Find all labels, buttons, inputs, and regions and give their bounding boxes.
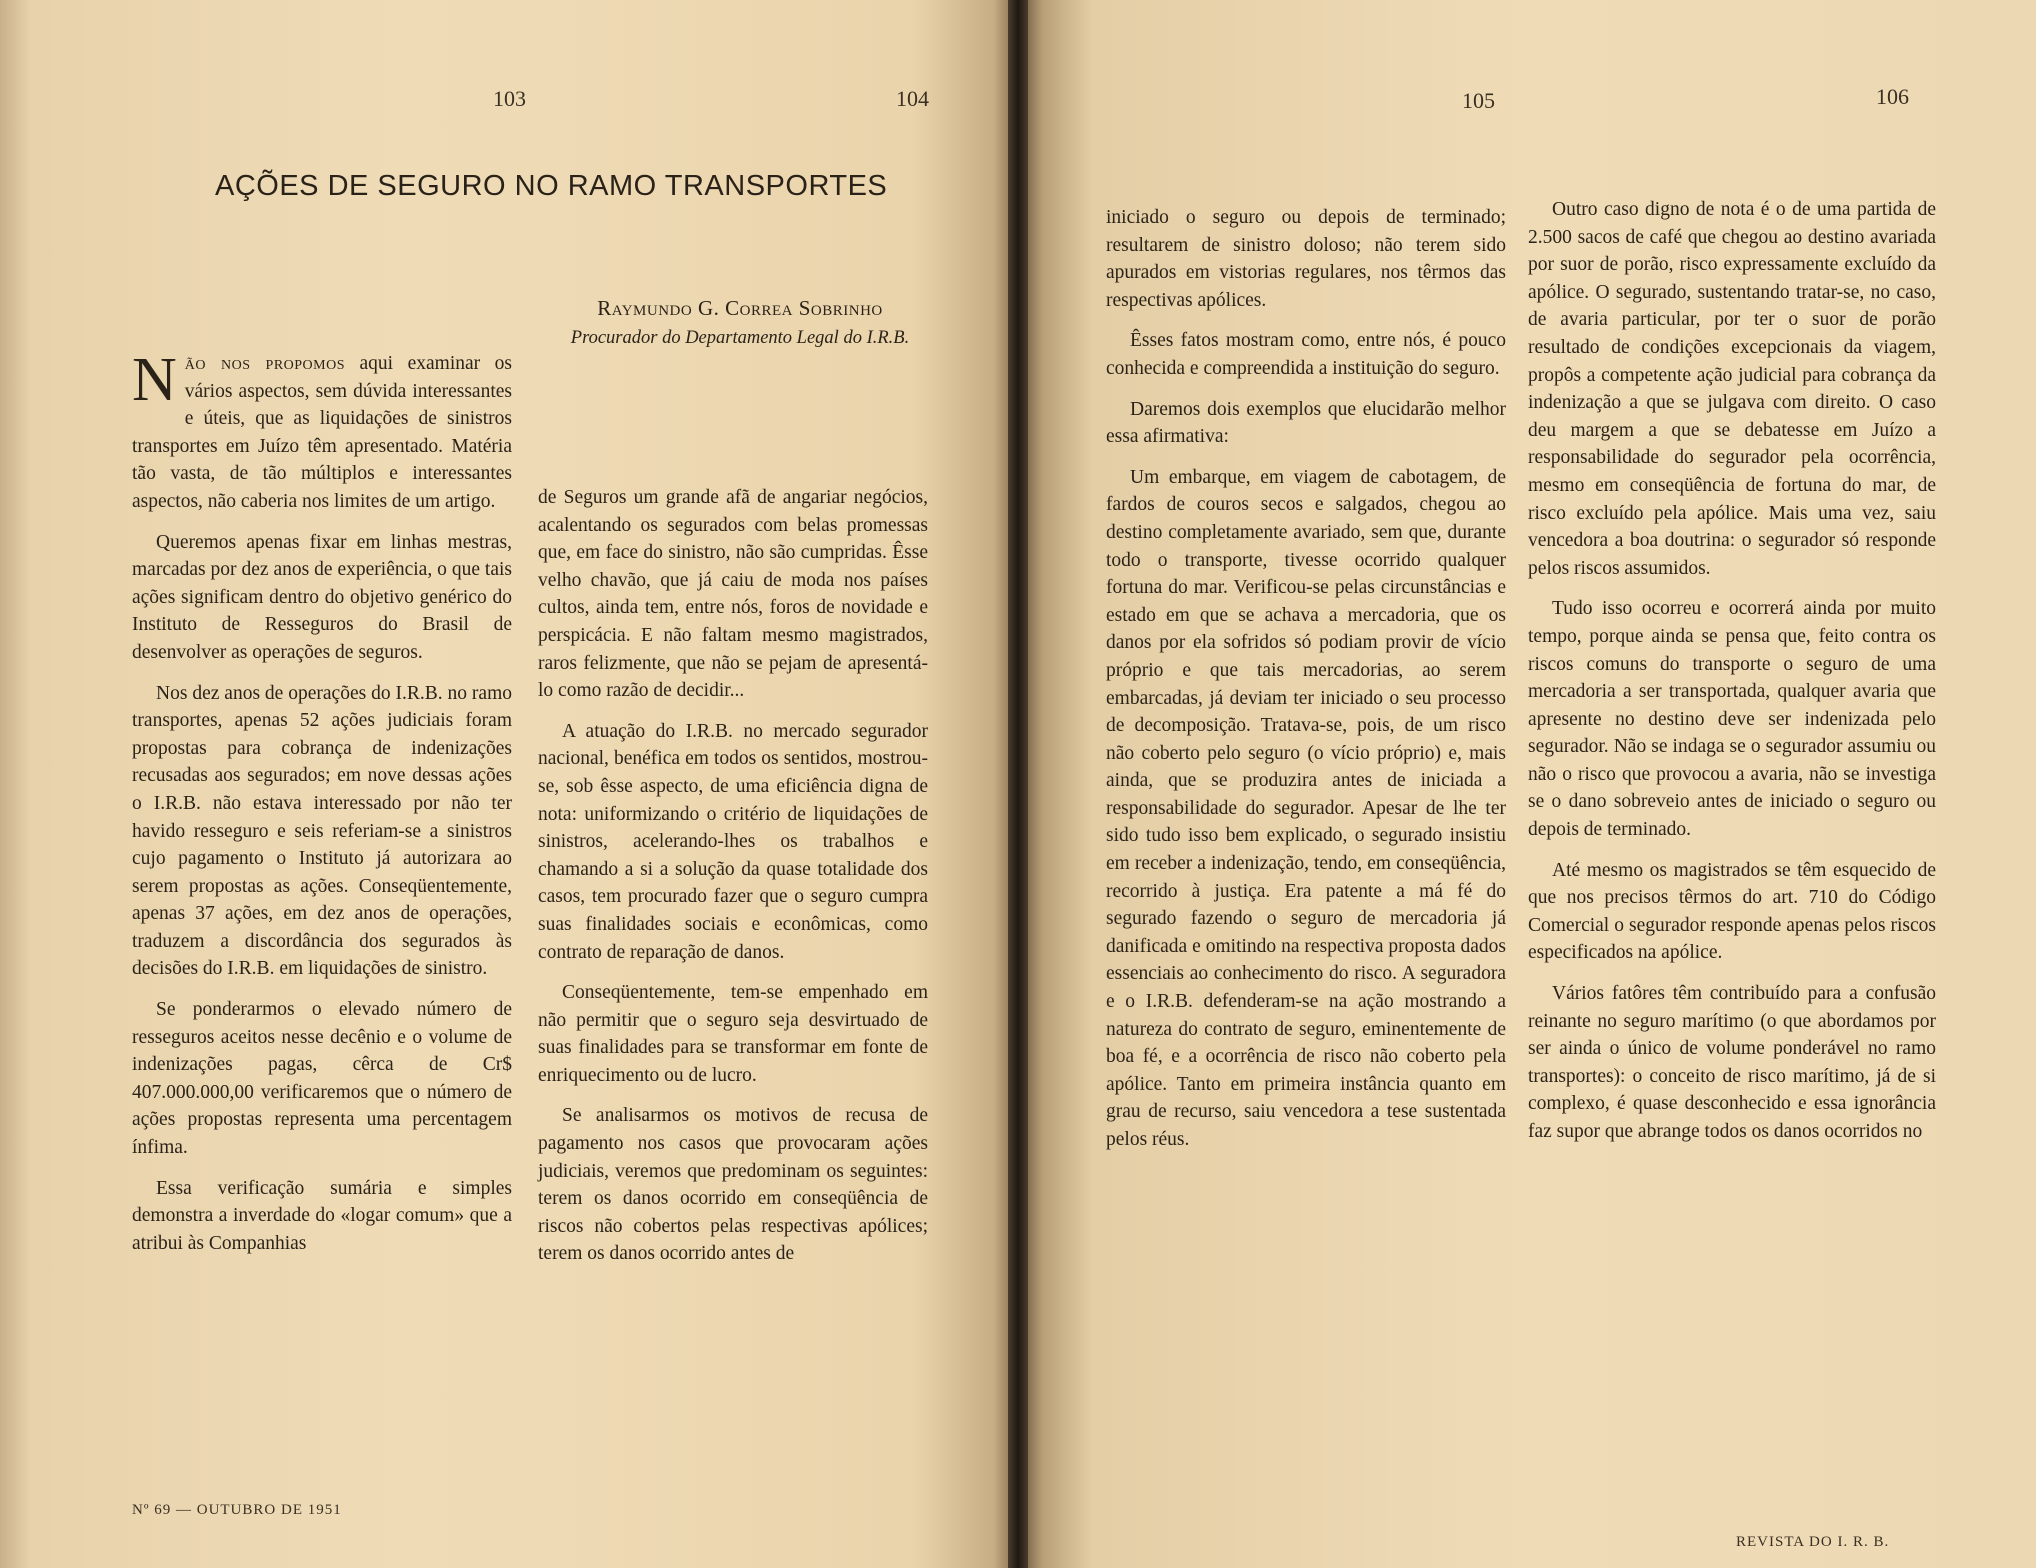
column-4 xyxy=(1528,196,1936,1159)
page-number-103: 103 xyxy=(493,86,526,111)
paragraph: de Seguros um grande afã de angariar negócios, acalentando os segurados com belas promessas que, em face do sinistro, não são cumpridas. Êsse velho chavão, que já caiu de moda nos países cultos, ainda tem, entre nós, foros de novidade e perspicácia. E não faltam mesmo magistrados, raros felizmente, que não se pejam de apresentá-lo como razão de decidir... xyxy=(538,487,928,702)
page-number-104: 104 xyxy=(896,86,929,111)
paragraph xyxy=(132,346,512,516)
paragraph: Outro caso digno de nota é o de uma partida de 2.500 sacos de café que chegou ao destino avariada por suor de porão, risco expressamente excluído da apólice. O segurado, sustentando tratar-se, no caso, de avaria particular, por ter o suor de porão resultado de condições excepcionais da viagem, propôs a competente ação judicial para cobrança da indenização a que se julgava com direito. O caso deu margem a que se debatesse em Juízo a responsabilidade do segurador pela ocorrência, mesmo em conseqüência de fortuna do mar, de risco excluído pela apólice. Mais uma vez, saiu vencedora a boa doutrina: o segurador só responde pelos riscos assumidos. xyxy=(1528,199,1936,579)
paragraph: Vários fatôres têm contribuído para a confusão reinante no seguro marítimo (o que abordamos por ser ainda o único de volume ponderável no ramo transportes): o conceito de risco marítimo, já de si complexo, é quase desconhecido e essa ignorância faz supor que abrange todos os danos ocorridos no xyxy=(1528,983,1936,1142)
footer-journal: REVISTA DO I. R. B. xyxy=(1736,1534,1890,1550)
column-2 xyxy=(538,484,928,1281)
paragraph: Daremos dois exemplos que elucidarão melhor essa afirmativa: xyxy=(1106,398,1506,448)
paragraph: Tudo isso ocorreu e ocorrerá ainda por muito tempo, porque ainda se pensa que, feito contra os riscos comuns do transporte o seguro de uma mercadoria a ser transportada, qualquer avaria que apresente no destino deve ser indenizada pelo segurador. Não se indaga se o segurador assumiu ou não o risco que provocou a avaria, não se investiga se o dano sobreveio antes de iniciado o seguro ou depois de terminado. xyxy=(1528,598,1936,841)
paragraph: Até mesmo os magistrados se têm esquecido de que nos precisos têrmos do art. 710 do Código Comercial o segurador responde apenas pelos riscos especificados na apólice. xyxy=(1528,859,1936,964)
lead-in: ão nos propomos xyxy=(184,353,346,374)
footer-issue: Nº 69 — OUTUBRO DE 1951 xyxy=(132,1502,342,1518)
page-number-105: 105 xyxy=(1462,88,1495,113)
paragraph: Conseqüentemente, tem-se empenhado em não permitir que o seguro seja desvirtuado de suas finalidades para se transformar em fonte de enriquecimento ou de lucro. xyxy=(538,982,928,1086)
paragraph: Nos dez anos de operações do I.R.B. no ramo transportes, apenas 52 ações judiciais foram propostas para cobrança de indenizações recusadas aos segurados; em nove dessas ações o I.R.B. não estava interessado por não ter havido resseguro e seis referiam-se a sinistros cujo pagamento o Instituto já autorizara ao serem propostas as ações. Conseqüentemente, apenas 37 ações, em dez anos de operações, traduzem a discordância dos segurados às decisões do I.R.B. em liquidações de sinistro. xyxy=(132,682,512,980)
paragraph: Essa verificação sumária e simples demonstra a inverdade do «logar comum» que a atribui às Companhias xyxy=(132,1177,512,1254)
column-3 xyxy=(1106,204,1506,1167)
paragraph-text: aqui examinar os vários aspectos, sem dúvida interessantes e úteis, que as liquidações de sinistros transportes em Juízo têm apresentado. Matéria tão vasta, de tão múltiplos e interessantes aspectos, não caberia nos limites de um artigo. xyxy=(132,353,512,512)
article-title: AÇÕES DE SEGURO NO RAMO TRANSPORTES xyxy=(215,170,888,202)
paragraph: Se analisarmos os motivos de recusa de pagamento nos casos que provocaram ações judiciais, veremos que predominam os seguintes: terem os danos ocorrido em conseqüência de riscos não cobertos pelas respectivas apólices; terem os danos ocorrido antes de xyxy=(538,1105,928,1265)
column-1 xyxy=(132,346,512,1270)
paragraph: Se ponderarmos o elevado número de resseguros aceitos nesse decênio e o volume de indenizações pagas, cêrca de Cr$ 407.000.000,00 verificaremos que o número de ações propostas representa uma percentagem ínfima. xyxy=(132,999,512,1159)
paragraph: Um embarque, em viagem de cabotagem, de fardos de couros secos e salgados, chegou ao destino completamente avariado, sem que, durante todo o transporte, tivesse ocorrido qualquer fortuna do mar. Verificou-se pelas circunstâncias e estado em que se achava a mercadoria, que os danos por ela sofridos só podiam provir de vício próprio e que tais mercadorias, ao serem embarcadas, já deviam ter iniciado o seu processo de decomposição. Tratava-se, pois, de um risco não coberto pelo seguro (o vício próprio) e, mais ainda, que se produzira antes de iniciada a responsabilidade do segurador. Apesar de lhe ter sido tudo isso bem explicado, o segurado insistiu em receber a indenização, tendo, em conseqüência, recorrido à justiça. Era patente a má fé do segurado fazendo o seguro de mercadoria já danificada e omitindo na respectiva proposta dados essenciais ao conhecimento do risco. A seguradora e o I.R.B. defenderam-se na ação mostrando a natureza do contrato de seguro, eminentemente de boa fé, e a ocorrência de risco não coberto pela apólice. Tanto em primeira instância quanto em grau de recurso, saiu vencedora a tese sustentada pelos réus. xyxy=(1106,466,1506,1150)
paragraph: A atuação do I.R.B. no mercado segurador nacional, benéfica em todos os sentidos, mostrou-se, sob êsse aspecto, de uma eficiência digna de nota: uniformizando o critério de liquidações de sinistros, acelerando-lhes os trabalhos e chamando a si a solução da quase totalidade dos casos, tem procurado fazer que o seguro cumpra suas finalidades sociais e econômicas, como contrato de reparação de danos. xyxy=(538,720,928,963)
author-role: Procurador do Departamento Legal do I.R.B. xyxy=(570,328,910,348)
paragraph: iniciado o seguro ou depois de terminado; resultarem de sinistro doloso; não terem sido apurados em vistorias regulares, nos têrmos das respectivas apólices. xyxy=(1106,207,1506,311)
book-gutter xyxy=(1008,0,1028,1568)
drop-cap: N xyxy=(132,346,177,414)
paragraph: Êsses fatos mostram como, entre nós, é pouco conhecida e compreendida a instituição do seguro. xyxy=(1106,330,1506,379)
article-author: Raymundo G. Correa Sobrinho xyxy=(597,296,883,320)
paragraph: Queremos apenas fixar em linhas mestras, marcadas por dez anos de experiência, o que tais ações significam dentro do objetivo genérico do Instituto de Resseguros do Brasil de desenvolver as operações de seguros. xyxy=(132,531,512,663)
page-number-106: 106 xyxy=(1876,84,1909,109)
